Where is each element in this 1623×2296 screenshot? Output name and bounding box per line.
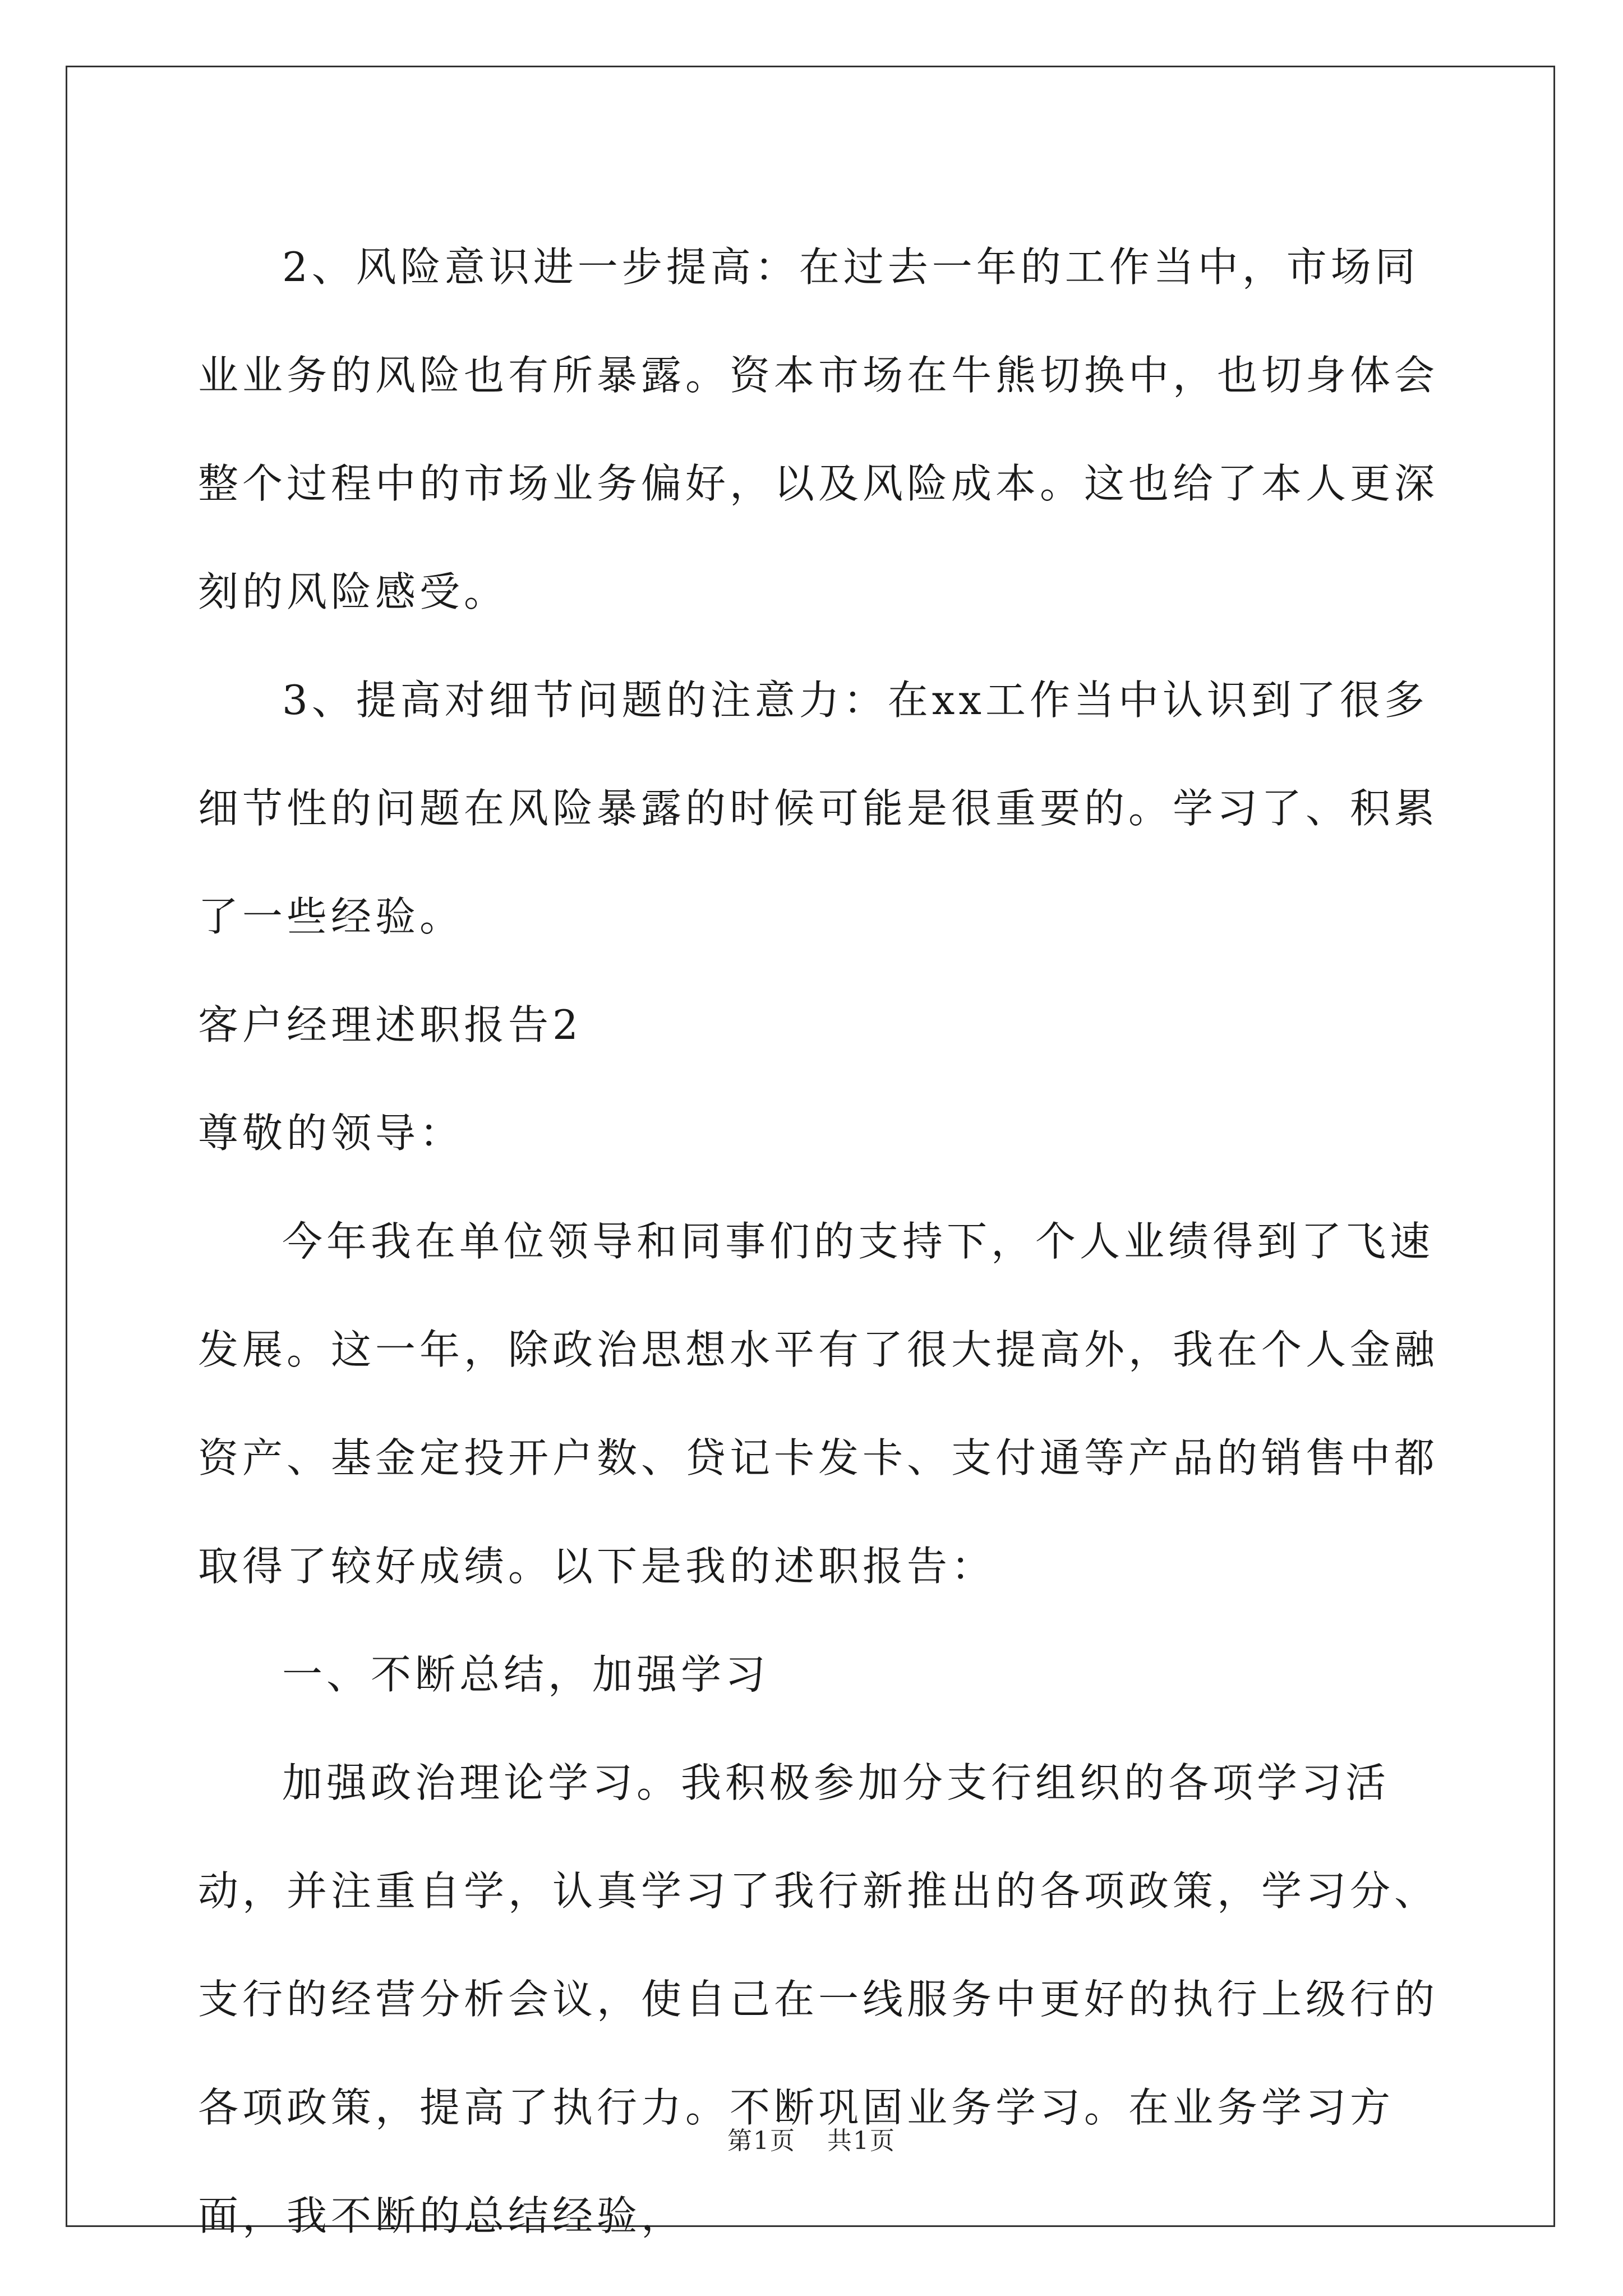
paragraph-political-study: 加强政治理论学习。我积极参加分支行组织的各项学习活动，并注重自学，认真学习了我行新推出的各项政策，学习分、支行的经营分析会议，使自己在一线服务中更好的执行上级行的各项政策，提高了执行力。不断巩固业务学习。在业务学习方面，我不断的总结经验， — [198, 1759, 1439, 2239]
paragraph-detail-attention: 3、提高对细节问题的注意力：在xx工作当中认识到了很多细节性的问题在风险暴露的时候可能是很重要的。学习了、积累了一些经验。 — [198, 677, 1439, 940]
paragraph-risk-awareness: 2、风险意识进一步提高：在过去一年的工作当中，市场同业业务的风险也有所暴露。资本市场在牛熊切换中，也切身体会整个过程中的市场业务偏好，以及风险成本。这也给了本人更深刻的风险感受。 — [198, 243, 1439, 615]
paragraph-intro: 今年我在单位领导和同事们的支持下，个人业绩得到了飞速发展。这一年，除政治思想水平有了很大提高外，我在个人金融资产、基金定投开户数、贷记卡发卡、支付通等产品的销售中都取得了较好成绩。以下是我的述职报告： — [198, 1218, 1439, 1590]
salutation: 尊敬的领导： — [198, 1110, 464, 1157]
page-total: 共1页 — [827, 2127, 896, 2155]
page-footer — [0, 2124, 1623, 2158]
subheading-learning: 一、不断总结，加强学习 — [282, 1651, 770, 1698]
page-number: 第1页 — [727, 2127, 796, 2155]
document-body — [198, 213, 1443, 2270]
section-title: 客户经理述职报告2 — [198, 1001, 582, 1048]
